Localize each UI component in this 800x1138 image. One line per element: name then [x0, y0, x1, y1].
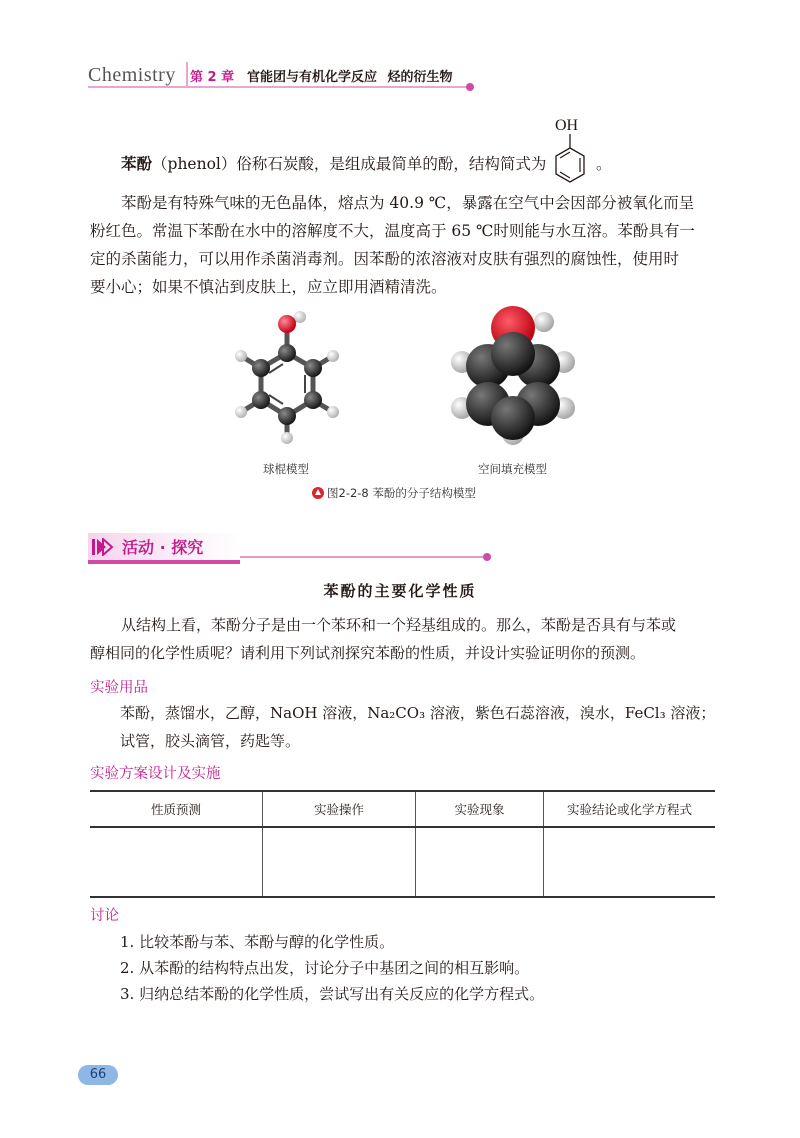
properties-paragraph: [90, 189, 730, 301]
header-chapter: 第 2 章: [190, 70, 235, 85]
intro-paragraph: [90, 150, 570, 178]
page-number: 66: [78, 1065, 118, 1085]
experiment-table: [90, 790, 715, 898]
intro-text: （phenol）俗称石炭酸，是组成最简单的酚，结构简式为: [152, 155, 547, 173]
activity-title: 活动 · 探究: [122, 538, 204, 557]
caption-triangle-icon: [312, 487, 324, 499]
oh-label: OH: [555, 117, 579, 134]
activity-dot: [483, 553, 491, 561]
label-space-filling: 空间填充模型: [478, 462, 547, 476]
materials-list: [120, 699, 730, 755]
header-title: 官能团与有机化学反应 烃的衍生物: [247, 70, 453, 85]
header-rule: [88, 86, 468, 88]
term-phenol: 苯酚: [121, 154, 153, 173]
materials-line: 苯酚，蒸馏水，乙醇，NaOH 溶液，Na₂CO₃ 溶液，紫色石蕊溶液，溴水，FeCl₃ 溶液；: [120, 704, 716, 722]
figure-caption-text: 图2-2-8 苯酚的分子结构模型: [327, 486, 476, 500]
discussion-item: 1. 比较苯酚与苯、苯酚与醇的化学性质。: [120, 933, 395, 951]
table-cell: [263, 827, 416, 897]
play-arrow-icon: [92, 538, 114, 560]
activity-intro-line: 醇相同的化学性质呢？请利用下列试剂探究苯酚的性质，并设计实验证明你的预测。: [90, 644, 646, 662]
ball-stick-model: [225, 308, 355, 462]
label-ball-stick: 球棍模型: [263, 462, 309, 476]
figure-caption: [312, 485, 476, 501]
header-brand: Chemistry: [88, 64, 176, 86]
header-divider: [186, 62, 188, 86]
table-cell: [544, 827, 716, 897]
space-filling-model: [448, 306, 578, 460]
intro-period: 。: [596, 155, 612, 173]
materials-line: 试管，胶头滴管，药匙等。: [120, 732, 301, 750]
section-title: 苯酚的主要化学性质: [323, 582, 477, 600]
activity-rule-thin: [240, 556, 486, 558]
table-cell: [416, 827, 544, 897]
table-header: 性质预测: [90, 791, 263, 827]
discussion-item: 2. 从苯酚的结构特点出发，讨论分子中基团之间的相互影响。: [120, 959, 530, 977]
activity-intro-line: 从结构上看，苯酚分子是由一个苯环和一个羟基组成的。那么，苯酚是否具有与苯或: [121, 616, 677, 634]
table-header: 实验现象: [416, 791, 544, 827]
activity-intro: [90, 611, 730, 667]
para-line: 粉红色。常温下苯酚在水中的溶解度不大，温度高于 65 ℃时则能与水互溶。苯酚具有一: [90, 222, 695, 240]
discussion-heading: 讨论: [90, 908, 119, 924]
table-header: 实验操作: [263, 791, 416, 827]
design-heading: 实验方案设计及实施: [90, 766, 221, 782]
para-line: 苯酚是有特殊气味的无色晶体，熔点为 40.9 ℃，暴露在空气中会因部分被氧化而呈: [121, 194, 695, 212]
table-row: [90, 827, 715, 897]
para-line: 要小心；如果不慎沾到皮肤上，应立即用酒精清洗。: [90, 278, 447, 296]
table-header: 实验结论或化学方程式: [544, 791, 716, 827]
header-dot: [466, 83, 474, 91]
activity-rule: [88, 560, 240, 564]
materials-heading: 实验用品: [90, 680, 148, 696]
discussion-item: 3. 归纳总结苯酚的化学性质，尝试写出有关反应的化学方程式。: [120, 985, 545, 1003]
para-line: 定的杀菌能力，可以用作杀菌消毒剂。因苯酚的浓溶液对皮肤有强烈的腐蚀性，使用时: [90, 250, 680, 268]
table-cell: [90, 827, 263, 897]
